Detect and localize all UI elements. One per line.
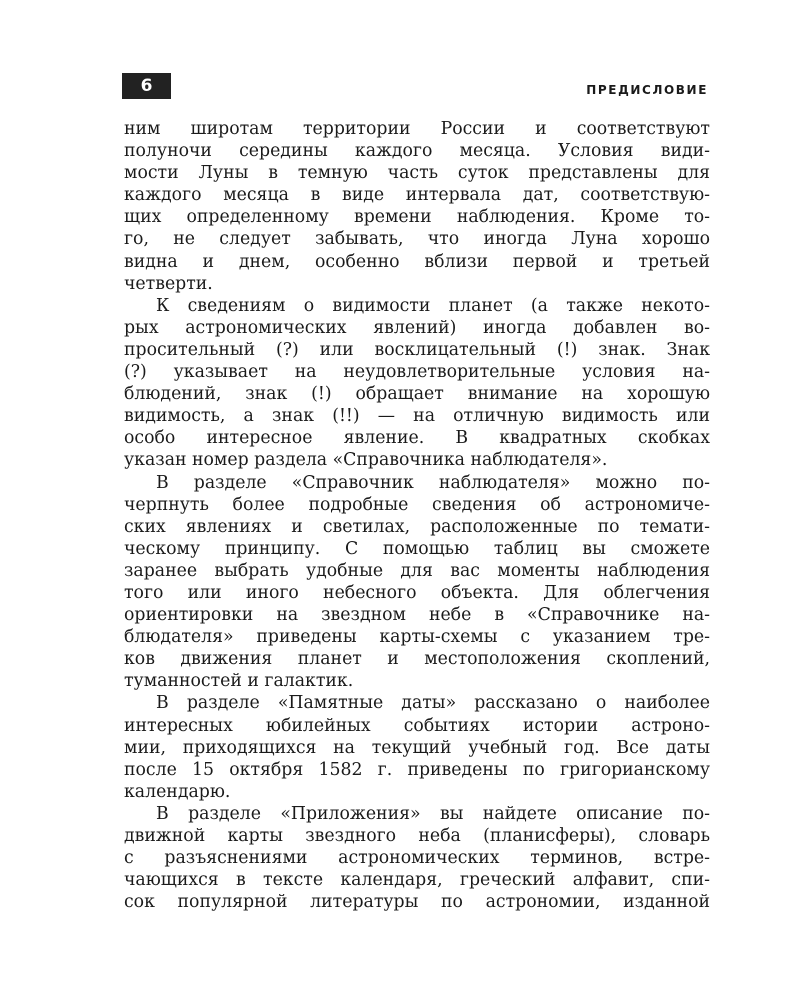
text-line: ков движения планет и местоположения скоплений, xyxy=(124,649,710,670)
body-text xyxy=(124,118,710,913)
text-line: блюдателя» приведены карты-схемы с указанием тре- xyxy=(124,627,710,648)
text-line: после 15 октября 1582 г. приведены по григорианскому xyxy=(124,759,710,780)
text-line: ориентировки на звездном небе в «Справочнике на- xyxy=(124,605,710,626)
text-line: В разделе «Памятные даты» рассказано о наиболее xyxy=(156,693,710,714)
text-line: сок популярной литературы по астрономии, изданной xyxy=(124,892,710,913)
text-line: видна и днем, особенно вблизи первой и третьей xyxy=(124,251,710,272)
page-number: 6 xyxy=(122,73,171,99)
text-line: В разделе «Справочник наблюдателя» можно по- xyxy=(156,472,710,493)
text-line: К сведениям о видимости планет (а также некото- xyxy=(156,295,710,316)
paragraph xyxy=(124,803,710,913)
text-line: интересных юбилейных событиях истории астроно- xyxy=(124,715,710,736)
text-line: с разъяснениями астрономических терминов, встре- xyxy=(124,848,710,869)
text-line: чающихся в тексте календаря, греческий алфавит, спи- xyxy=(124,870,710,891)
text-line: видимость, а знак (!!) — на отличную видимость или xyxy=(124,406,710,427)
running-title: ПРЕДИСЛОВИЕ xyxy=(586,83,708,97)
text-line: полуночи середины каждого месяца. Условия види- xyxy=(124,141,710,162)
text-line: мии, приходящихся на текущий учебный год. Все даты xyxy=(124,737,710,758)
paragraph xyxy=(124,472,710,693)
text-line: заранее выбрать удобные для вас моменты наблюдения xyxy=(124,560,710,581)
text-line: особо интересное явление. В квадратных скобках xyxy=(124,428,710,449)
text-line: (?) указывает на неудовлетворительные условия на- xyxy=(124,362,710,383)
text-line: го, не следует забывать, что иногда Луна хорошо xyxy=(124,229,710,250)
text-line: календарю. xyxy=(124,781,231,802)
paragraph xyxy=(124,118,710,295)
text-line: ческому принципу. С помощью таблиц вы сможете xyxy=(124,538,710,559)
text-line: рых астрономических явлений) иногда добавлен во- xyxy=(124,317,710,338)
text-line: мости Луны в темную часть суток представлены для xyxy=(124,163,710,184)
text-line: черпнуть более подробные сведения об астрономиче- xyxy=(124,494,710,515)
text-line: щих определенному времени наблюдения. Кроме то- xyxy=(124,207,710,228)
text-line: указан номер раздела «Справочника наблюдателя». xyxy=(124,450,608,471)
paragraph xyxy=(124,295,710,472)
text-line: движной карты звездного неба (планисферы), словарь xyxy=(124,826,710,846)
text-line: просительный (?) или восклицательный (!) знак. Знак xyxy=(124,339,710,360)
text-line: того или иного небесного объекта. Для облегчения xyxy=(124,582,710,603)
text-line: В разделе «Приложения» вы найдете описание по- xyxy=(156,803,710,824)
text-line: каждого месяца в виде интервала дат, соответствую- xyxy=(124,185,710,206)
text-line: четверти. xyxy=(124,273,213,294)
paragraph xyxy=(124,692,710,802)
text-line: блюдений, знак (!) обращает внимание на хорошую xyxy=(124,384,710,405)
text-line: ских явлениях и светилах, расположенные по темати- xyxy=(124,516,710,537)
text-line: ним широтам территории России и соответствуют xyxy=(124,119,710,139)
text-line: туманностей и галактик. xyxy=(124,671,354,692)
